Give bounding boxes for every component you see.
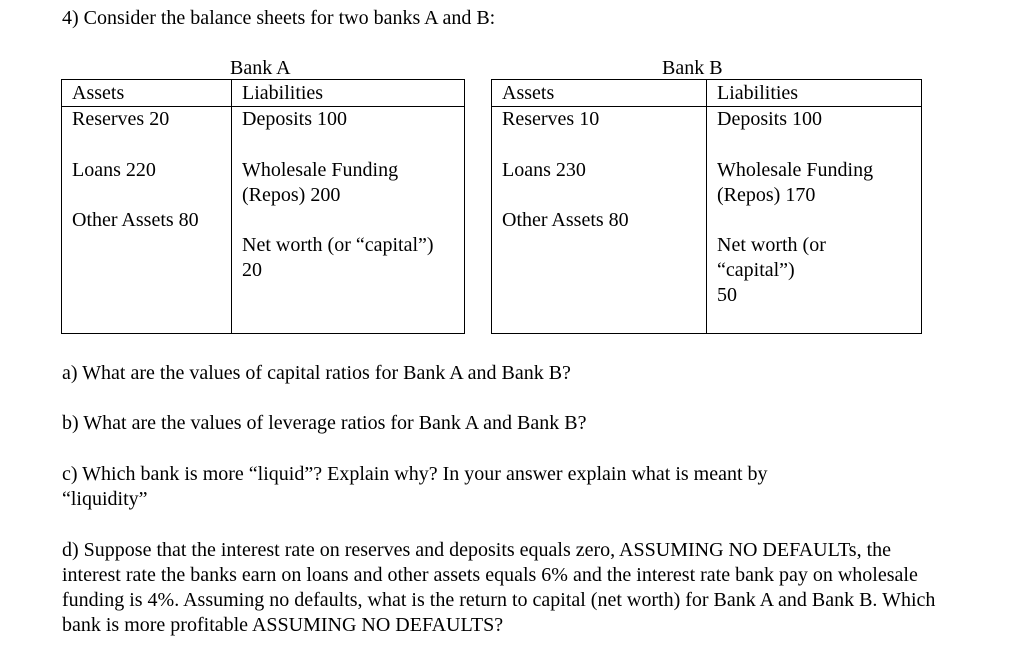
liability-wholesale: Wholesale Funding bbox=[242, 159, 399, 181]
liability-deposits: Deposits 100 bbox=[242, 108, 347, 130]
liability-wholesale-amount: (Repos) 170 bbox=[717, 184, 816, 206]
liability-networth-capital: “capital”) bbox=[717, 259, 795, 281]
liabilities-header: Liabilities bbox=[717, 82, 799, 104]
asset-loans: Loans 220 bbox=[72, 159, 156, 181]
question-b: b) What are the values of leverage ratios for Bank A and Bank B? bbox=[62, 412, 587, 434]
question-d: d) Suppose that the interest rate on reserves and deposits equals zero, ASSUMING NO DEFAULTs, the interest rate the banks earn on loans and other assets equals 6% and the interest rate bank pay on wholesale funding is 4%. Assuming no defaults, what is the return to capital (net worth) for Bank A and Bank B. Which bank is more profitable ASSUMING NO DEFAULTS? bbox=[62, 539, 936, 636]
question-c-line2: “liquidity” bbox=[62, 488, 148, 510]
liability-deposits: Deposits 100 bbox=[717, 108, 822, 130]
bank-b-balance-sheet bbox=[491, 79, 922, 334]
liability-wholesale-amount: (Repos) 200 bbox=[242, 184, 341, 206]
column-divider bbox=[706, 80, 707, 333]
assets-header: Assets bbox=[502, 82, 555, 104]
bank-b-label: Bank B bbox=[662, 57, 723, 79]
asset-reserves: Reserves 20 bbox=[72, 108, 170, 130]
liability-networth-amount: 20 bbox=[242, 259, 262, 281]
asset-other: Other Assets 80 bbox=[502, 209, 629, 231]
liabilities-header: Liabilities bbox=[242, 82, 324, 104]
asset-reserves: Reserves 10 bbox=[502, 108, 600, 130]
liability-networth: Net worth (or “capital”) bbox=[242, 234, 434, 256]
question-a: a) What are the values of capital ratios for Bank A and Bank B? bbox=[62, 362, 571, 384]
column-divider bbox=[231, 80, 232, 333]
problem-title: 4) Consider the balance sheets for two banks A and B: bbox=[62, 7, 496, 29]
question-c-line1: c) Which bank is more “liquid”? Explain why? In your answer explain what is meant by bbox=[62, 463, 768, 485]
liability-networth-amount: 50 bbox=[717, 284, 737, 306]
bank-a-label: Bank A bbox=[230, 57, 291, 79]
bank-a-balance-sheet bbox=[61, 79, 465, 334]
assets-header: Assets bbox=[72, 82, 125, 104]
liability-networth: Net worth (or bbox=[717, 234, 826, 256]
asset-loans: Loans 230 bbox=[502, 159, 586, 181]
liability-wholesale: Wholesale Funding bbox=[717, 159, 874, 181]
asset-other: Other Assets 80 bbox=[72, 209, 199, 231]
